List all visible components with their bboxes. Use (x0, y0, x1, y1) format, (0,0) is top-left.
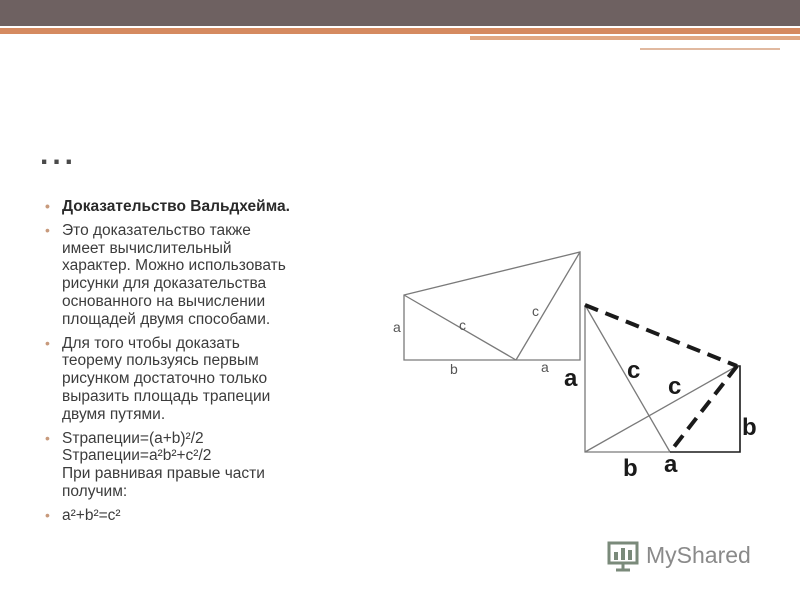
fig2-label-a-bottom: a (664, 451, 678, 478)
bullet-line: получим: (62, 482, 128, 500)
bullet-line: • Sтрапеции=(a+b)²/2 (62, 429, 204, 447)
watermark (606, 537, 766, 573)
bullet-line: • Для того чтобы доказать (62, 334, 240, 352)
watermark-text: MyShared (646, 542, 751, 568)
fig2-hypotenuse-c-bottom (585, 366, 737, 452)
trapezoid-outline (404, 252, 580, 360)
bullet-line: • Это доказательство также (62, 221, 251, 239)
fig2-label-c-left: c (627, 357, 641, 384)
myshared-logo-icon (606, 537, 642, 573)
bullet-line: двумя путями. (62, 405, 166, 423)
bullet-line: При равнивая правые части (62, 465, 265, 483)
fig2-label-c-right: c (668, 373, 682, 400)
fig2-label-a: a (564, 365, 578, 392)
bullet-line: • Доказательство Вальдхейма. (62, 198, 290, 215)
bullet-line: площадей двумя способами. (62, 310, 271, 328)
fig2-dashed-top (585, 305, 737, 366)
fig2-label-b-right: b (742, 414, 757, 441)
figure-trapezoid (404, 252, 580, 360)
bullet-line: основанного на вычислении (62, 292, 266, 310)
bullet-line: Sтрапеции=a²b²+c²/2 (62, 447, 212, 465)
bullet-line: характер. Можно использовать (62, 257, 286, 275)
fig1-label-b: b (450, 361, 458, 377)
fig2-label-b-bottom: b (623, 455, 638, 482)
fig1-label-c-left: c (459, 317, 466, 333)
bullet-line: имеет вычислительный (62, 239, 232, 257)
figure-rotated (585, 305, 737, 452)
bullet-line: теорему пользуясь первым (62, 352, 259, 370)
slide-title: ... (40, 138, 78, 171)
hypotenuse-c-right (516, 252, 580, 360)
bullet-line: рисунки для доказательства (62, 275, 267, 293)
bullet-line: рисунком достаточно только (62, 370, 268, 388)
fig1-label-c-right: c (532, 303, 539, 319)
bullet-line: • a²+b²=c² (62, 506, 121, 524)
fig1-label-a-bottom: a (541, 359, 549, 375)
fig1-label-a-left: a (393, 319, 401, 335)
bullet-line: выразить площадь трапеции (62, 387, 271, 405)
